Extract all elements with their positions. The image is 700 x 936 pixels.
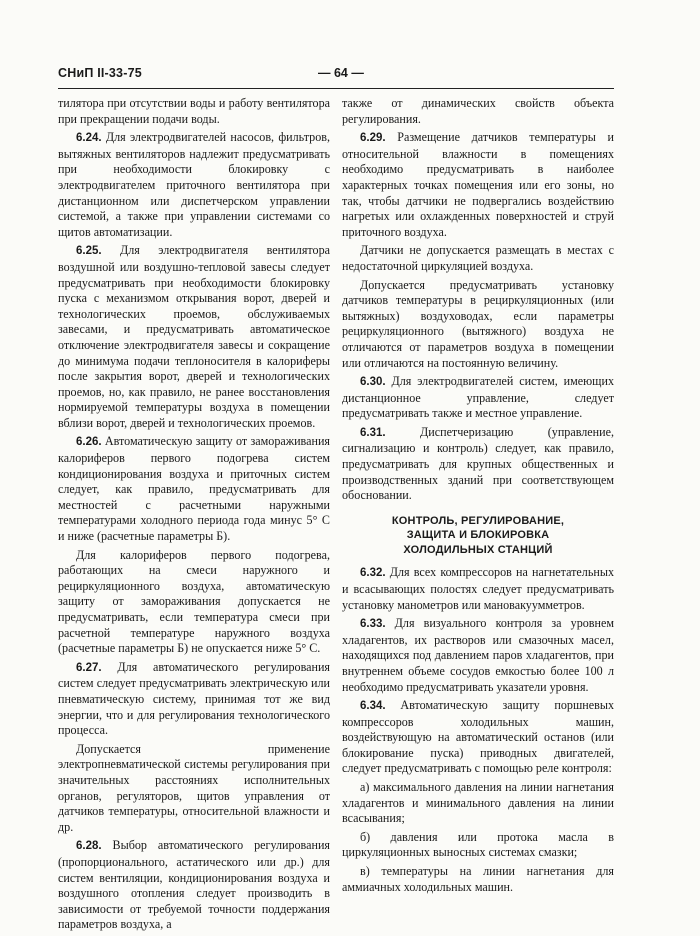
clause-number: 6.30. bbox=[360, 376, 386, 389]
clause-number: 6.28. bbox=[76, 840, 102, 853]
clause-number: 6.24. bbox=[76, 132, 102, 145]
clause-number: 6.33. bbox=[360, 618, 386, 631]
paragraph: 6.28. Выбор автоматического регулирования (пропорционального, астатического или др.) для систем вентиляции, кондиционирования воздуха и воздушного отопления следует производить в зависимости от требуемой точности поддержания параметров воздуха, а bbox=[58, 838, 330, 932]
paragraph: 6.24. Для электродвигателей насосов, фильтров, вытяжных вентиляторов надлежит предусматривать при необходимости блокировку с электродвигателем приточного вентилятора при дистанционном или диспетчерском управлении системой, а также при управлении системами со щитов автоматизации. bbox=[58, 130, 330, 239]
page-number: — 64 — bbox=[318, 66, 364, 80]
paragraph: 6.29. Размещение датчиков температуры и относительной влажности в помещениях необходимо предусматривать в наиболее характерных точках помещения или его зоны, но так, чтобы датчики не подвергались воздействию нагретых или охлажденных поверхностей и струй приточного воздуха. bbox=[342, 130, 614, 239]
paragraph: Для калориферов первого подогрева, работающих на смеси наружного и рециркуляционного воздуха, автоматическую защиту от замораживания допускается не предусматривать, если температура смеси при расчетной температуре наружного воздуха (расчетные параметры Б) не опускается ниже 5° С. bbox=[58, 547, 330, 656]
paragraph: 6.27. Для автоматического регулирования систем следует предусматривать электрическую или пневматическую систему, принимая тот же вид энергии, что и для регулирования технологического процесса. bbox=[58, 659, 330, 738]
document-code: СНиП II-33-75 bbox=[58, 66, 142, 80]
left-column bbox=[58, 96, 330, 936]
paragraph: 6.26. Автоматическую защиту от замораживания калориферов первого подогрева систем кондиционирования воздуха и приточных систем следует, как правило, предусматривать для местностей с расчетными наружными температурами холодного периода года минус 5° С и ниже (расчетные параметры Б). bbox=[58, 434, 330, 544]
clause-number: 6.27. bbox=[76, 661, 102, 674]
clause-number: 6.29. bbox=[360, 132, 386, 145]
paragraph: 6.25. Для электродвигателя вентилятора воздушной или воздушно-тепловой завесы следует предусматривать при необходимости блокировку пуска с механизмом открывания ворот, дверей и технологических проемов, обслуживаемых завесами, и предусматривать автоматическое отключение электродвигателя завесы и сокращение до минимума подачи теплоносителя в калориферы после закрытия ворот, дверей и технологических проемов, но, как правило, не ранее восстановления нормируемой температуры воздуха в помещении вблизи ворот, дверей и технологических проемов. bbox=[58, 243, 330, 430]
header-rule bbox=[58, 88, 614, 89]
paragraph: Допускается предусматривать установку датчиков температуры в рециркуляционных (или вытяжных) воздуховодах, если параметры рециркуляционного (вытяжного) воздуха не отличаются от параметров воздуха в помещении или отличаются на постоянную величину. bbox=[342, 277, 614, 370]
section-title: КОНТРОЛЬ, РЕГУЛИРОВАНИЕ, ЗАЩИТА И БЛОКИРОВКА ХОЛОДИЛЬНЫХ СТАНЦИЙ bbox=[391, 514, 565, 556]
list-item: в) температуры на линии нагнетания для аммиачных холодильных машин. bbox=[342, 864, 614, 894]
paragraph: 6.30. Для электродвигателей систем, имеющих дистанционное управление, следует предусматривать также и местное управление. bbox=[342, 374, 614, 421]
paragraph: 6.32. Для всех компрессоров на нагнетательных и всасывающих полостях следует предусматривать установку манометров или мановакуумметров. bbox=[342, 565, 614, 612]
list-item: б) давления или протока масла в циркуляционных выносных системах смазки; bbox=[342, 829, 614, 860]
clause-number: 6.25. bbox=[76, 245, 102, 258]
paragraph: также от динамических свойств объекта регулирования. bbox=[342, 96, 614, 126]
right-column bbox=[342, 96, 614, 898]
clause-number: 6.34. bbox=[360, 700, 386, 713]
paragraph: 6.34. Автоматическую защиту поршневых компрессоров холодильных машин, воздействующую на автоматический останов (или блокирование пуска) приводных двигателей, следует предусматривать с помощью реле контроля: bbox=[342, 698, 614, 776]
clause-number: 6.31. bbox=[360, 426, 386, 439]
list-item: а) максимального давления на линии нагнетания хладагентов и минимального давления на линии всасывания; bbox=[342, 780, 614, 826]
paragraph: 6.31. Диспетчеризацию (управление, сигнализацию и контроль) следует, как правило, предусматривать для крупных общественных и производственных зданий при соответствующем обосновании. bbox=[342, 424, 614, 503]
paragraph: тилятора при отсутствии воды и работу вентилятора при прекращении подачи воды. bbox=[58, 96, 330, 126]
paragraph: 6.33. Для визуального контроля за уровнем хладагентов, их растворов или смазочных масел, находящихся под давлением паров хладагентов, при внутреннем объеме сосудов емкостью более 100 л необходимо предусматривать указатели уровня. bbox=[342, 616, 614, 694]
paragraph: Датчики не допускается размещать в местах с недостаточной циркуляцией воздуха. bbox=[342, 243, 614, 273]
clause-number: 6.26. bbox=[76, 436, 102, 449]
page-header bbox=[58, 66, 614, 86]
paragraph: Допускается применение электропневматической системы регулирования при значительных расстояниях исполнительных органов, регуляторов, щитов управления от датчиков температуры, относительной влажности и др. bbox=[58, 741, 330, 834]
clause-number: 6.32. bbox=[360, 567, 386, 580]
